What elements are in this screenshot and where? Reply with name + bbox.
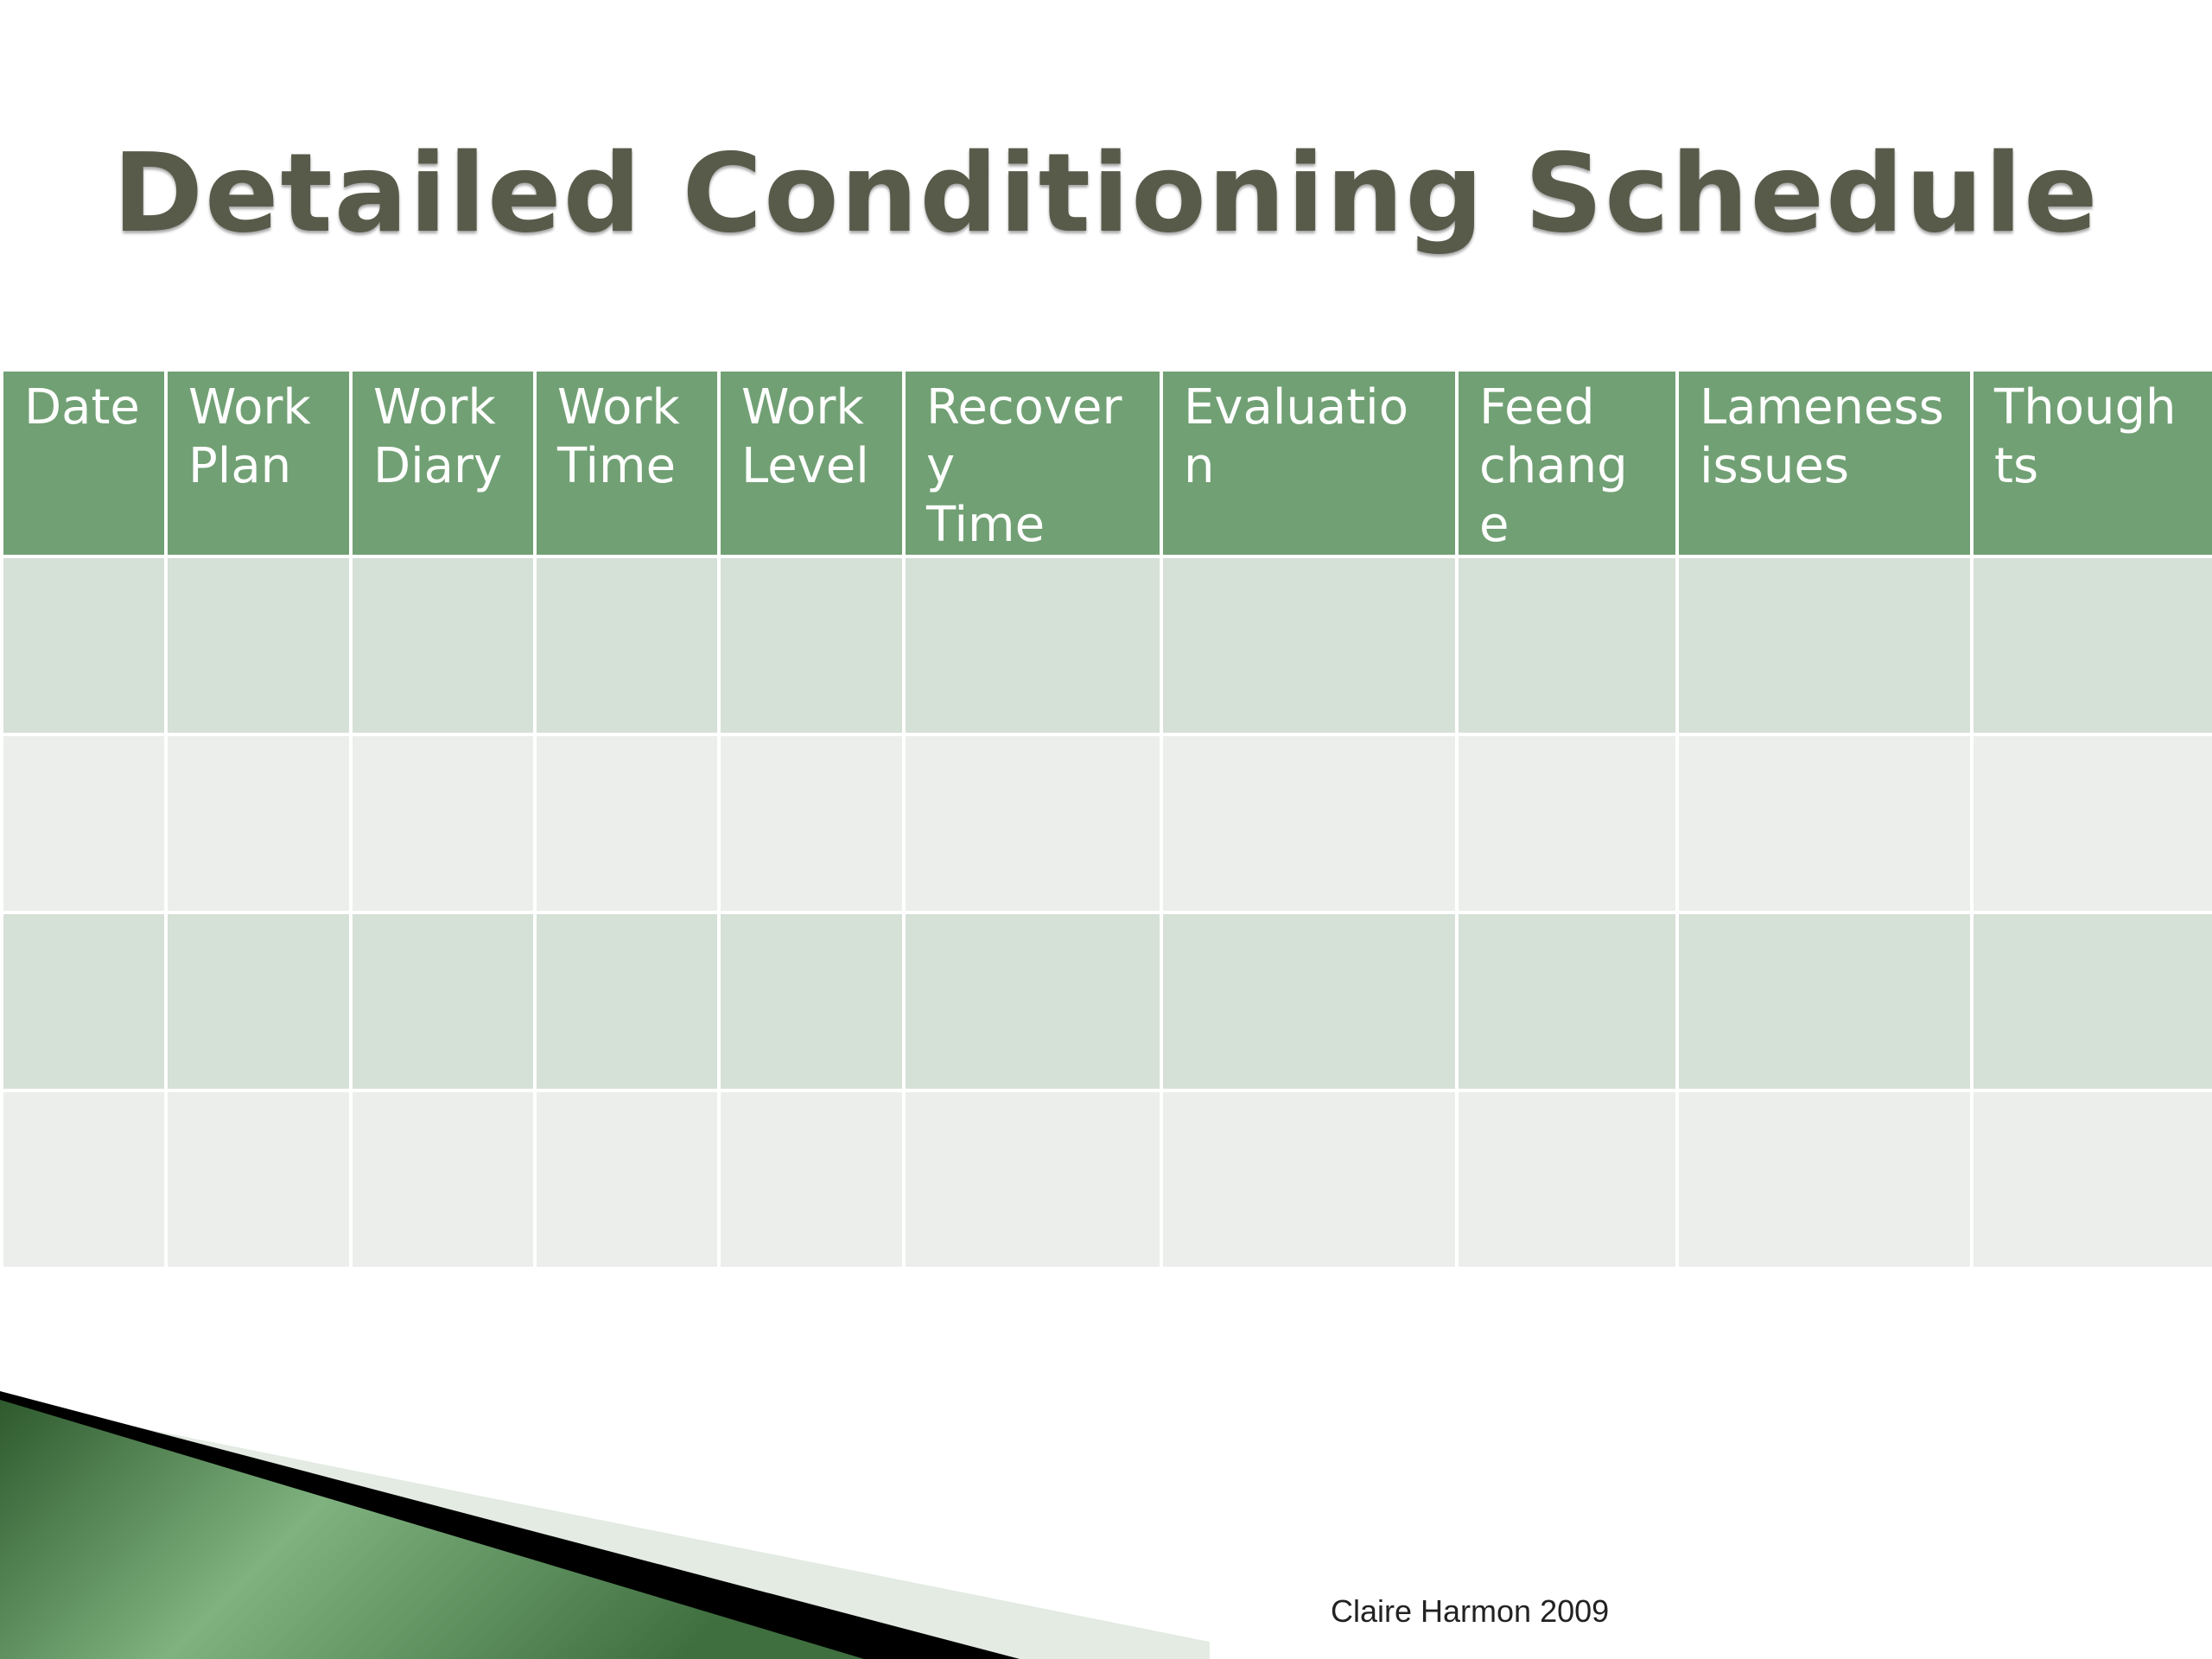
header-line: Work [741, 379, 864, 435]
header-line: Diary [373, 438, 503, 494]
header-work-diary [351, 370, 535, 556]
table-cell [1457, 1090, 1677, 1268]
header-line: Work [188, 379, 311, 435]
header-date [2, 370, 166, 556]
footer-credit: Claire Harmon 2009 [1331, 1593, 1610, 1629]
header-line: Lameness [1700, 379, 1944, 435]
table-cell [1161, 1090, 1457, 1268]
table-cell [166, 734, 351, 912]
header-line: Date [24, 379, 140, 435]
header-work-level [719, 370, 904, 556]
table-cell [904, 556, 1161, 734]
table-cell [2, 556, 166, 734]
table-cell [719, 1090, 904, 1268]
table-cell [1677, 912, 1972, 1090]
table-cell [166, 1090, 351, 1268]
table-row [2, 734, 2212, 912]
table-cell [719, 912, 904, 1090]
table-cell [904, 734, 1161, 912]
table-cell [2, 734, 166, 912]
header-lameness-issues [1677, 370, 1972, 556]
table-cell [1972, 1090, 2212, 1268]
conditioning-schedule-table [0, 368, 2212, 1270]
table-cell [535, 734, 719, 912]
table-cell [166, 912, 351, 1090]
table-cell [1161, 734, 1457, 912]
table-header-row [2, 370, 2212, 556]
table-cell [351, 734, 535, 912]
table-cell [904, 912, 1161, 1090]
table-cell [1677, 556, 1972, 734]
header-recovery-time [904, 370, 1161, 556]
table-cell [535, 912, 719, 1090]
table-cell [351, 912, 535, 1090]
table-cell [2, 1090, 166, 1268]
table-cell [535, 556, 719, 734]
header-line: Recovery [926, 379, 1122, 494]
header-line: Plan [188, 438, 292, 494]
table-cell [2, 912, 166, 1090]
header-line: Time [926, 497, 1046, 553]
header-line: Level [741, 438, 869, 494]
corner-decoration [0, 1382, 1210, 1659]
table-row [2, 556, 2212, 734]
table-row [2, 1090, 2212, 1268]
table-cell [166, 556, 351, 734]
header-line: Though [1994, 379, 2177, 435]
table-cell [719, 734, 904, 912]
table-cell [1677, 1090, 1972, 1268]
header-evaluation [1161, 370, 1457, 556]
table-cell [1457, 734, 1677, 912]
header-line: Work [557, 379, 680, 435]
table-cell [351, 1090, 535, 1268]
table-cell [1972, 734, 2212, 912]
table-row [2, 912, 2212, 1090]
header-thoughts [1972, 370, 2212, 556]
table-cell [1457, 912, 1677, 1090]
table-cell [1161, 912, 1457, 1090]
table-cell [351, 556, 535, 734]
table-cell [1972, 556, 2212, 734]
decor-green-wedge [0, 1400, 864, 1659]
header-work-time [535, 370, 719, 556]
header-feed-change [1457, 370, 1677, 556]
table-cell [1457, 556, 1677, 734]
header-line: ts [1994, 438, 2039, 494]
header-line: change [1479, 438, 1628, 553]
table-cell [1677, 734, 1972, 912]
header-line: Time [557, 438, 677, 494]
header-line: Evaluation [1184, 379, 1408, 494]
table-cell [1161, 556, 1457, 734]
header-work-plan [166, 370, 351, 556]
header-line: issues [1700, 438, 1850, 494]
table-cell [535, 1090, 719, 1268]
slide-title: Detailed Conditioning Schedule [112, 130, 2100, 257]
table-cell [719, 556, 904, 734]
header-line: Feed [1479, 379, 1595, 435]
table-cell [904, 1090, 1161, 1268]
header-line: Work [373, 379, 496, 435]
table-cell [1972, 912, 2212, 1090]
